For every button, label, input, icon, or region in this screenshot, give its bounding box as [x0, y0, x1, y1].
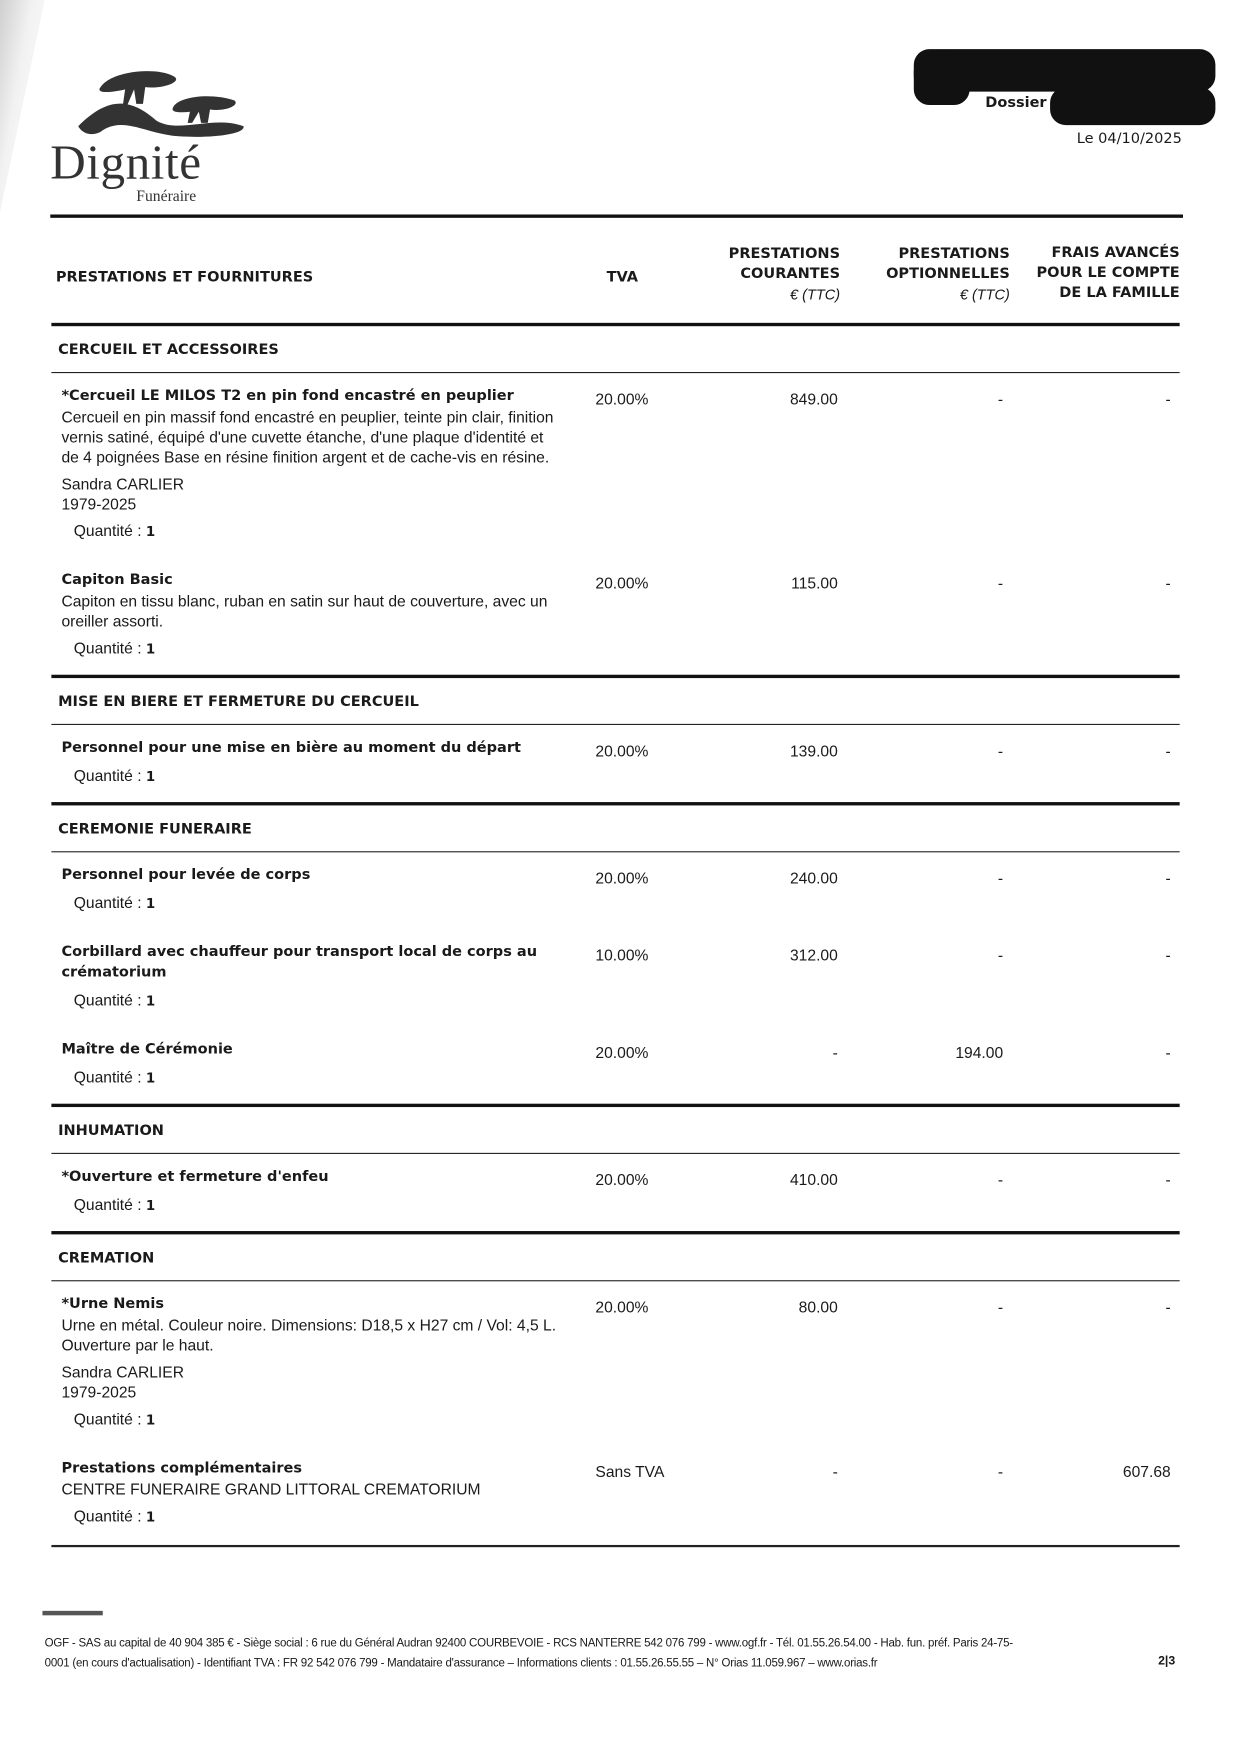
item-quantity: [61, 893, 1179, 914]
item-courantes: -: [832, 1462, 838, 1481]
footer-line: 0001 (en cours d'actualisation) - Identifiant TVA : FR 92 542 076 799 - Mandataire d'assurance – Informations clients : 01.55.26.55.55 – N° Orias 11.059.967 – www.orias.fr: [44, 1657, 878, 1671]
redaction: [1050, 87, 1215, 125]
item-quantity: [61, 765, 1179, 786]
item-quantity: [61, 1194, 1179, 1215]
item-optionnelles: -: [997, 389, 1004, 408]
section-title: INHUMATION: [51, 1107, 1179, 1154]
item-courantes: 240.00: [789, 869, 838, 887]
quantity-value: 1: [145, 1412, 156, 1428]
item-title: Maître de Cérémonie: [61, 1041, 233, 1058]
col-optionnelles-line: PRESTATIONS: [898, 245, 1010, 263]
col-frais-line: POUR LE COMPTE: [1036, 264, 1180, 282]
deceased-name: Sandra CARLIER: [61, 474, 185, 493]
item-title: *Ouverture et fermeture d'enfeu: [61, 1168, 329, 1186]
item-courantes: -: [832, 1043, 838, 1062]
item-frais: -: [1165, 946, 1171, 965]
item-description: Cercueil en pin massif fond encastré en peuplier, teinte pin clair, finition vernis satiné, équipé d'une cuvette étanche, d'une plaque d'identité et de 4 poignées Base en résine finition argent et de cache-vis en résine.: [61, 407, 554, 466]
item-deceased: [61, 474, 1179, 514]
col-courantes-line: COURANTES: [740, 265, 841, 283]
item-quantity: [61, 638, 1179, 659]
item-tva: 10.00%: [595, 946, 649, 965]
item-title: Personnel pour levée de corps: [61, 866, 311, 884]
item-description: Capiton en tissu blanc, ruban en satin sur haut de couverture, avec un oreiller assorti.: [61, 592, 548, 631]
col-courantes-line: PRESTATIONS: [728, 245, 841, 263]
table-row: [51, 929, 1179, 1026]
item-quantity: [61, 1506, 1179, 1527]
item-frais: -: [1165, 869, 1171, 887]
quantity-value: 1: [145, 1070, 156, 1086]
quantity-label: Quantité :: [73, 521, 142, 540]
page-curl: [0, 0, 45, 212]
footer-mark: [42, 1611, 102, 1615]
item-optionnelles: -: [997, 741, 1004, 760]
item-deceased: [61, 1362, 1179, 1402]
quantity-value: 1: [145, 768, 156, 785]
quantity-label: Quantité :: [73, 1195, 142, 1214]
deceased-years: 1979-2025: [61, 1382, 137, 1401]
item-quantity: [61, 990, 1179, 1011]
table-row: [51, 1154, 1179, 1231]
section-title: CEREMONIE FUNERAIRE: [51, 805, 1179, 852]
col-frais-line: FRAIS AVANCÉS: [1051, 244, 1180, 262]
item-tva: 20.00%: [595, 1298, 649, 1316]
item-description: Urne en métal. Couleur noire. Dimensions: D18,5 x H27 cm / Vol: 4,5 L. Ouverture par le haut.: [61, 1315, 557, 1354]
table-end-rule: [51, 1545, 1179, 1547]
item-title: Personnel pour une mise en bière au moment du départ: [61, 739, 521, 757]
col-tva: TVA: [606, 269, 638, 286]
section-title: CREMATION: [51, 1234, 1179, 1281]
quantity-label: Quantité :: [73, 990, 142, 1009]
page-number: 2|3: [1158, 1654, 1176, 1668]
item-optionnelles: -: [997, 1462, 1004, 1481]
item-courantes: 80.00: [798, 1298, 838, 1316]
col-optionnelles-line: OPTIONNELLES: [886, 265, 1010, 283]
section-title: MISE EN BIERE ET FERMETURE DU CERCUEIL: [51, 678, 1179, 725]
item-tva: 20.00%: [595, 741, 649, 760]
item-quantity: [61, 521, 1179, 542]
col-courantes-unit: € (TTC): [790, 285, 841, 303]
quantity-label: Quantité :: [73, 1506, 142, 1525]
section: [51, 675, 1179, 802]
section-title: CERCUEIL ET ACCESSOIRES: [51, 326, 1179, 373]
table-row: [51, 1281, 1179, 1445]
table-row: [51, 1027, 1179, 1104]
col-frais-line: DE LA FAMILLE: [1059, 284, 1180, 302]
item-tva: 20.00%: [595, 869, 649, 887]
footer-line: OGF - SAS au capital de 40 904 385 € - Siège social : 6 rue du Général Audran 92400 COURBEVOIE - RCS NANTERRE 542 076 799 - www.ogf.fr - Tél. 01.55.26.54.00 - Hab. fun. préf. Paris 24-75-: [44, 1637, 1013, 1650]
item-tva: 20.00%: [595, 389, 649, 408]
item-title: Prestations complémentaires: [61, 1460, 303, 1477]
item-description: CENTRE FUNERAIRE GRAND LITTORAL CREMATORIUM: [61, 1480, 481, 1499]
item-frais: -: [1165, 1043, 1171, 1062]
quantity-value: 1: [145, 1197, 156, 1214]
item-frais: -: [1165, 741, 1171, 760]
col-description: PRESTATIONS ET FOURNITURES: [55, 269, 314, 286]
brand-subtitle: Funéraire: [136, 188, 197, 206]
item-title: Corbillard avec chauffeur pour transport local de corps au crématorium: [61, 943, 538, 981]
col-optionnelles: [886, 245, 1010, 306]
item-optionnelles: -: [997, 946, 1004, 965]
item-quantity: [61, 1067, 1179, 1088]
quantity-label: Quantité :: [73, 1409, 142, 1428]
deceased-name: Sandra CARLIER: [61, 1362, 185, 1381]
table-row: [51, 373, 1179, 557]
quantity-value: 1: [145, 1509, 156, 1525]
section: [51, 802, 1179, 1104]
item-title: *Cercueil LE MILOS T2 en pin fond encastré en peuplier: [61, 387, 514, 405]
quantity-value: 1: [145, 523, 156, 540]
item-courantes: 410.00: [789, 1170, 838, 1189]
document-date: Le 04/10/2025: [1076, 130, 1182, 148]
item-frais: 607.68: [1122, 1462, 1171, 1481]
brand-name: Dignité: [50, 135, 202, 190]
quantity-value: 1: [145, 641, 156, 657]
section: [51, 1231, 1179, 1543]
col-courantes: [729, 245, 840, 306]
redaction: [914, 56, 970, 105]
quantity-label: Quantité :: [73, 638, 142, 657]
item-tva: 20.00%: [595, 1170, 649, 1189]
dossier-label: Dossier: [985, 94, 1047, 112]
deceased-years: 1979-2025: [61, 494, 137, 513]
item-title: *Urne Nemis: [61, 1295, 165, 1313]
item-courantes: 139.00: [789, 741, 838, 760]
col-frais: [1036, 244, 1179, 304]
item-tva: 20.00%: [595, 574, 649, 593]
item-frais: -: [1165, 574, 1171, 593]
item-courantes: 115.00: [791, 574, 838, 593]
item-optionnelles: -: [997, 1170, 1004, 1189]
table-row: [51, 852, 1179, 929]
item-optionnelles: -: [997, 574, 1004, 593]
table-row: [51, 557, 1179, 674]
footer-legal: [45, 1634, 1117, 1674]
col-optionnelles-unit: € (TTC): [959, 285, 1010, 303]
item-courantes: 312.00: [789, 946, 838, 965]
item-title: Capiton Basic: [61, 571, 173, 589]
item-optionnelles: -: [997, 1298, 1004, 1316]
quantity-value: 1: [145, 895, 156, 912]
trees-logo-icon: [78, 65, 246, 143]
item-frais: -: [1165, 389, 1171, 408]
section: [51, 323, 1179, 675]
quantity-label: Quantité :: [73, 1067, 142, 1086]
table-row: [51, 725, 1179, 802]
quantity-value: 1: [145, 993, 156, 1009]
item-courantes: 849.00: [789, 389, 838, 408]
item-tva: Sans TVA: [595, 1462, 665, 1481]
item-frais: -: [1165, 1170, 1171, 1189]
item-quantity: [61, 1409, 1179, 1430]
item-tva: 20.00%: [595, 1043, 649, 1062]
quantity-label: Quantité :: [73, 893, 142, 912]
quantity-label: Quantité :: [73, 766, 142, 785]
item-optionnelles: 194.00: [955, 1043, 1004, 1062]
table-row: [51, 1446, 1179, 1543]
header-rule: [50, 214, 1183, 217]
item-optionnelles: -: [997, 869, 1004, 887]
item-frais: -: [1165, 1298, 1171, 1316]
prestations-table: [51, 323, 1179, 1547]
section: [51, 1104, 1179, 1231]
